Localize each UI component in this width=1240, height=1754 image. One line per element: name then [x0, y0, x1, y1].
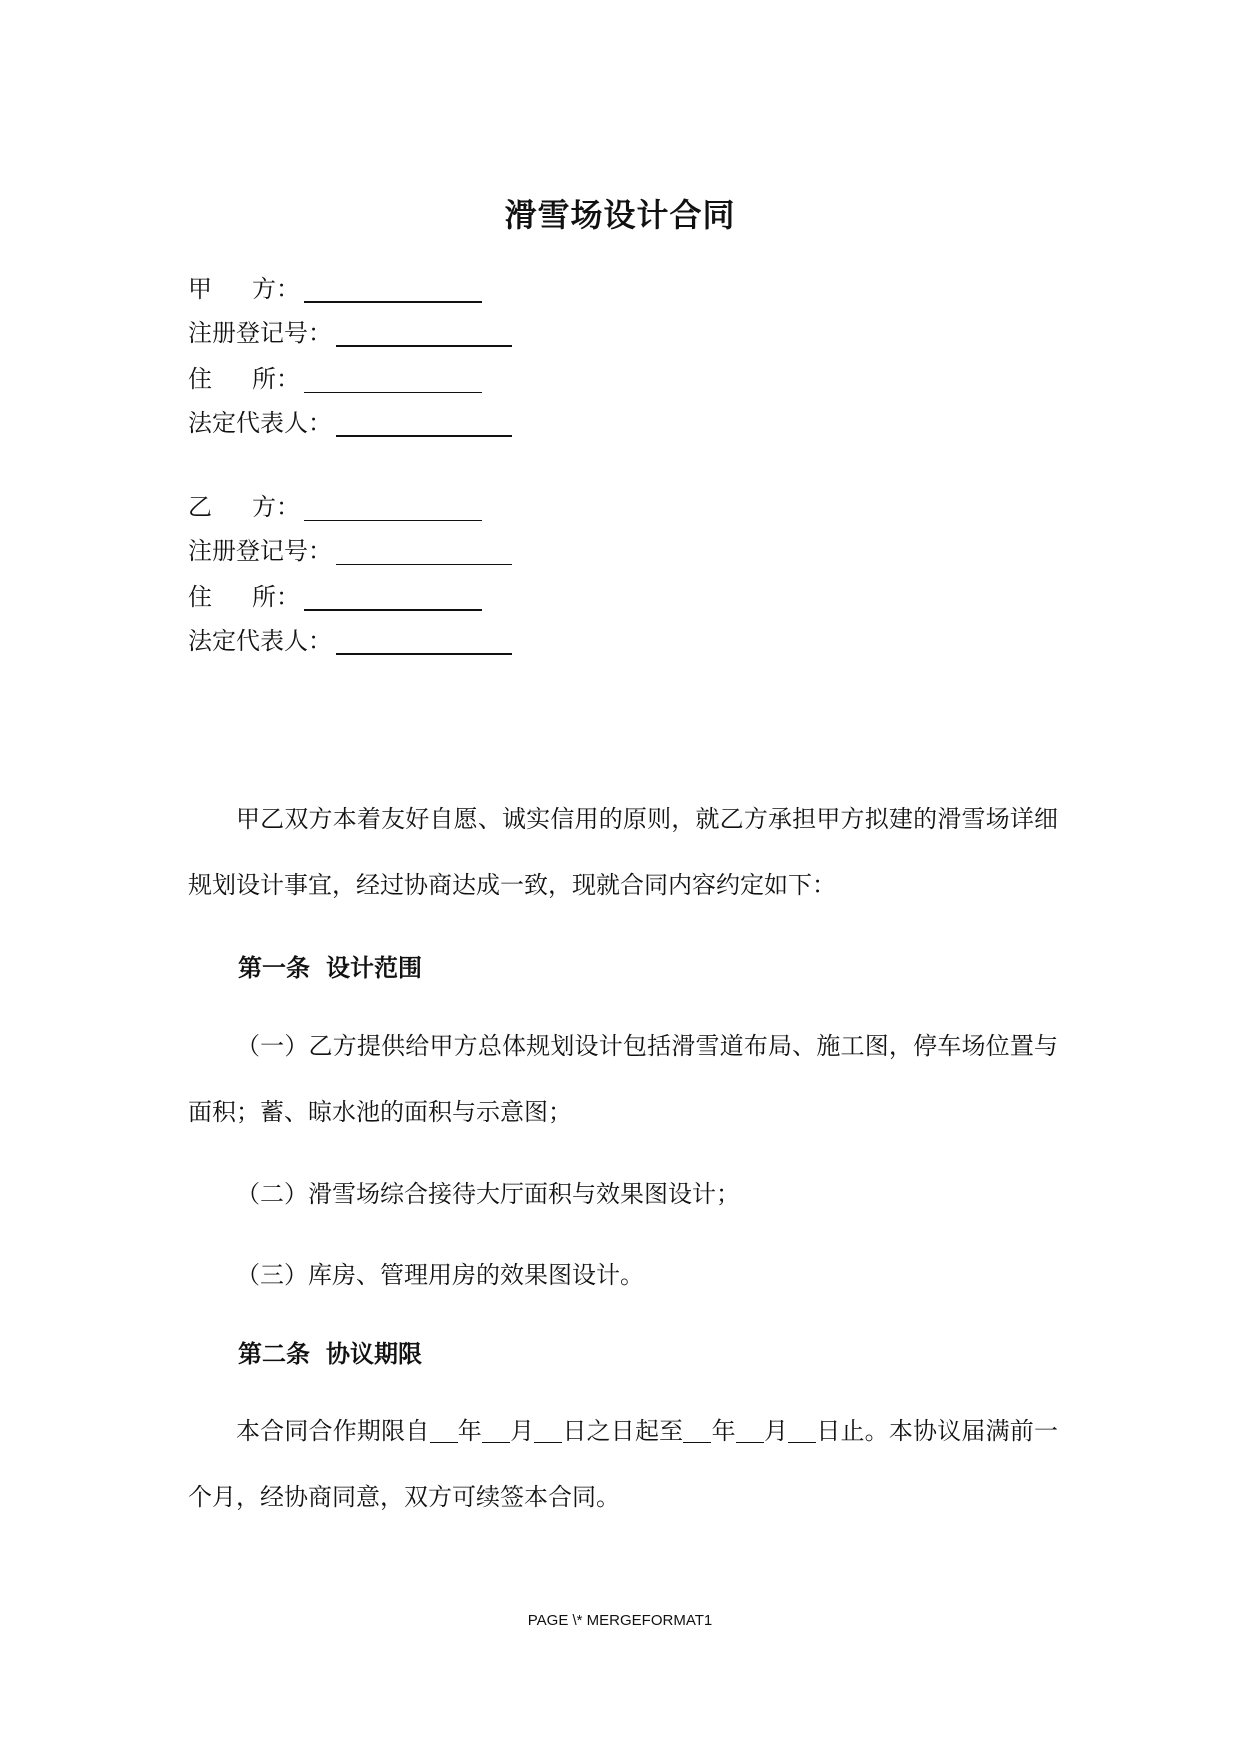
- party-a-name-row: 甲 方：: [188, 272, 482, 306]
- party-b-rep-blank[interactable]: [336, 652, 512, 655]
- start-year-blank[interactable]: [430, 1441, 458, 1443]
- party-a-rep-row: 法定代表人：: [188, 406, 512, 440]
- party-b-addr-row: 住 所：: [188, 580, 482, 614]
- party-a-addr-row: 住 所：: [188, 362, 482, 396]
- end-day-blank[interactable]: [788, 1441, 816, 1443]
- article-2-paragraph: 本合同合作期限自 年 月 日之日起至 年 月 日止。本协议届满前一个月，经协商同意，双方可续签本合同。: [188, 1417, 1058, 1511]
- article-1-item-2: （二）滑雪场综合接待大厅面积与效果图设计；: [236, 1180, 740, 1208]
- party-a-name-blank[interactable]: [304, 300, 482, 303]
- party-b-reg-row: 注册登记号：: [188, 534, 512, 568]
- party-b-name-blank[interactable]: [304, 519, 482, 521]
- party-a-rep-blank[interactable]: [336, 434, 512, 437]
- page-footer: PAGE \* MERGEFORMAT1: [527, 1612, 713, 1629]
- party-a-addr-blank[interactable]: [304, 391, 482, 393]
- party-a-reg-row: 注册登记号：: [188, 316, 512, 350]
- start-day-blank[interactable]: [534, 1441, 562, 1443]
- party-b-rep-row: 法定代表人：: [188, 624, 512, 658]
- party-b-addr-blank[interactable]: [304, 608, 482, 611]
- article-2-heading: 第二条 协议期限: [238, 1340, 422, 1368]
- end-year-blank[interactable]: [683, 1441, 711, 1443]
- intro-paragraph: 甲乙双方本着友好自愿、诚实信用的原则，就乙方承担甲方拟建的滑雪场详细规划设计事宜，经过协商达成一致，现就合同内容约定如下：: [188, 805, 1058, 899]
- start-month-blank[interactable]: [482, 1441, 510, 1443]
- article-1-item-1: （一）乙方提供给甲方总体规划设计包括滑雪道布局、施工图，停车场位置与面积；蓄、晾水池的面积与示意图；: [188, 1032, 1058, 1126]
- party-b-name-row: 乙 方：: [188, 490, 482, 524]
- party-b-reg-blank[interactable]: [336, 563, 512, 565]
- document-title: 滑雪场设计合同: [504, 196, 736, 234]
- end-month-blank[interactable]: [736, 1441, 764, 1443]
- party-a-reg-blank[interactable]: [336, 344, 512, 347]
- article-1-heading: 第一条 设计范围: [238, 954, 422, 982]
- article-1-item-3: （三）库房、管理用房的效果图设计。: [236, 1261, 644, 1289]
